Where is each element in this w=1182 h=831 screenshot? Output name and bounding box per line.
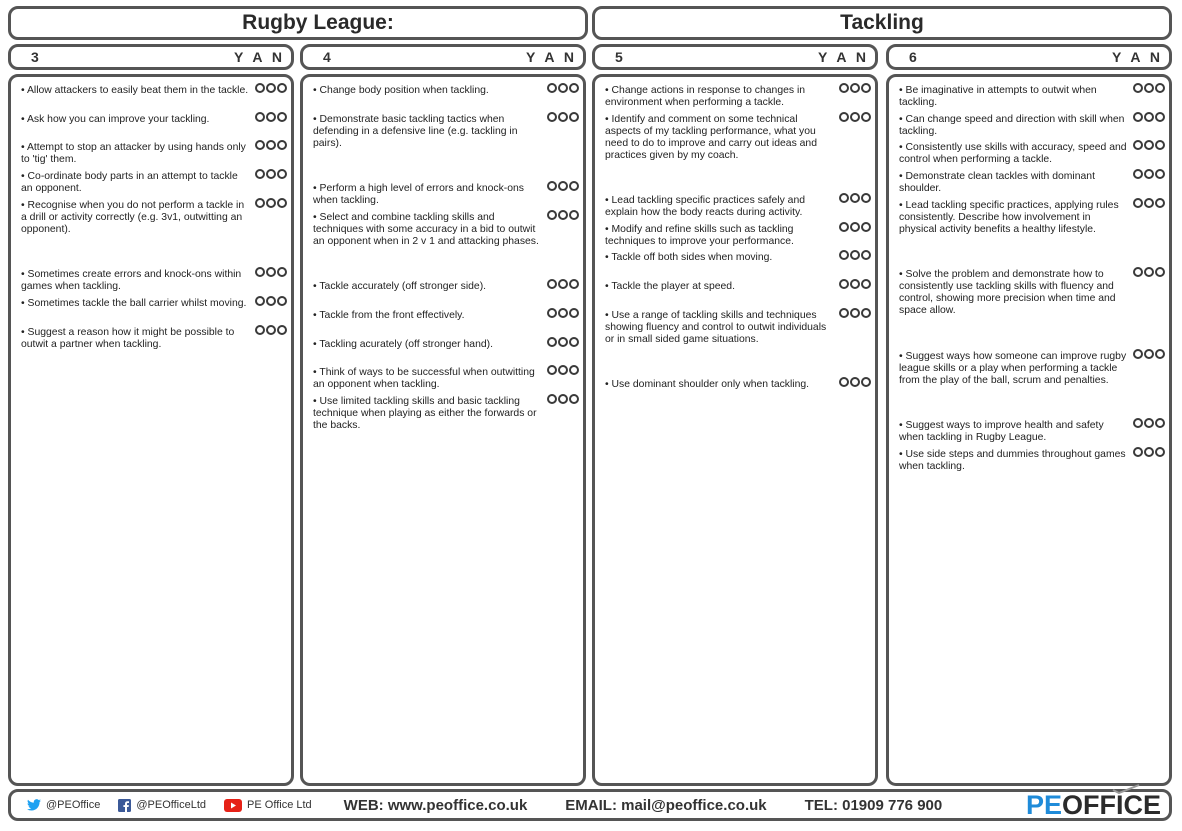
almost-checkbox[interactable] (266, 83, 276, 93)
criterion-text: • Co-ordinate body parts in an attempt to tackle an opponent. (21, 171, 255, 195)
facebook-label: @PEOfficeLtd (136, 799, 207, 811)
criterion-item (313, 281, 579, 305)
yan-checkbox-group (839, 193, 871, 203)
criterion-item (605, 114, 871, 162)
criterion-item (899, 449, 1165, 473)
almost-checkbox[interactable] (850, 250, 860, 260)
almost-checkbox[interactable] (558, 394, 568, 404)
not-yet-checkbox[interactable] (861, 308, 871, 318)
yan-checkbox-group (547, 112, 579, 122)
criterion-item (21, 171, 287, 195)
criterion-text: • Identify and comment on some technical aspects of my tackling performance, what you need to do to improve and carry out ideas and practices given by my coach. (605, 114, 839, 162)
yan-label: Y A N (817, 49, 869, 65)
criterion-item (899, 420, 1165, 444)
yan-checkbox-group (547, 394, 579, 404)
criterion-item (899, 269, 1165, 317)
criterion-item (313, 396, 579, 432)
yan-checkbox-group (547, 181, 579, 191)
not-yet-checkbox[interactable] (1155, 267, 1165, 277)
not-yet-checkbox[interactable] (1155, 83, 1165, 93)
criterion-text: • Be imaginative in attempts to outwit when tackling. (899, 85, 1133, 109)
yes-checkbox[interactable] (547, 365, 557, 375)
criterion-item (605, 85, 871, 109)
yan-checkbox-group (1133, 267, 1165, 277)
level-number: 6 (909, 49, 917, 65)
yan-label: Y A N (525, 49, 577, 65)
almost-checkbox[interactable] (1144, 198, 1154, 208)
criterion-text: • Change body position when tackling. (313, 85, 547, 97)
criterion-item (313, 310, 579, 334)
level-number: 5 (615, 49, 623, 65)
criterion-text: • Can change speed and direction with skill when tackling. (899, 114, 1133, 138)
criterion-text: • Demonstrate clean tackles with dominant shoulder. (899, 171, 1133, 195)
yes-checkbox[interactable] (255, 83, 265, 93)
not-yet-checkbox[interactable] (277, 140, 287, 150)
criterion-item (605, 379, 871, 403)
yes-checkbox[interactable] (547, 337, 557, 347)
criterion-item (605, 310, 871, 346)
criteria-column-6 (886, 74, 1172, 786)
almost-checkbox[interactable] (266, 112, 276, 122)
yan-checkbox-group (839, 250, 871, 260)
criterion-text: • Ask how you can improve your tackling. (21, 114, 255, 126)
yan-checkbox-group (839, 279, 871, 289)
yes-checkbox[interactable] (839, 250, 849, 260)
not-yet-checkbox[interactable] (1155, 349, 1165, 359)
criterion-item (899, 85, 1165, 109)
not-yet-checkbox[interactable] (569, 112, 579, 122)
almost-checkbox[interactable] (1144, 349, 1154, 359)
not-yet-checkbox[interactable] (277, 267, 287, 277)
criterion-item (313, 367, 579, 391)
website-link[interactable]: WEB: www.peoffice.co.uk (343, 796, 528, 814)
almost-checkbox[interactable] (850, 222, 860, 232)
yes-checkbox[interactable] (547, 394, 557, 404)
yes-checkbox[interactable] (255, 140, 265, 150)
criteria-column-4 (300, 74, 586, 786)
yan-checkbox-group (255, 325, 287, 335)
yan-checkbox-group (839, 112, 871, 122)
criterion-text: • Sometimes create errors and knock-ons within games when tackling. (21, 269, 255, 293)
almost-checkbox[interactable] (558, 337, 568, 347)
level-number: 3 (31, 49, 39, 65)
not-yet-checkbox[interactable] (1155, 112, 1165, 122)
yes-checkbox[interactable] (547, 83, 557, 93)
not-yet-checkbox[interactable] (861, 279, 871, 289)
yes-checkbox[interactable] (1133, 112, 1143, 122)
yan-checkbox-group (1133, 418, 1165, 428)
criteria-column-5 (592, 74, 878, 786)
almost-checkbox[interactable] (558, 210, 568, 220)
not-yet-checkbox[interactable] (277, 83, 287, 93)
logo-tick-icon (1111, 784, 1141, 794)
yes-checkbox[interactable] (839, 193, 849, 203)
not-yet-checkbox[interactable] (569, 394, 579, 404)
yan-checkbox-group (547, 279, 579, 289)
almost-checkbox[interactable] (558, 112, 568, 122)
yan-checkbox-group (255, 198, 287, 208)
yes-checkbox[interactable] (839, 279, 849, 289)
twitter-label: @PEOffice (46, 799, 101, 811)
not-yet-checkbox[interactable] (569, 210, 579, 220)
peoffice-logo (1026, 790, 1161, 821)
yes-checkbox[interactable] (839, 308, 849, 318)
criterion-item (605, 224, 871, 248)
not-yet-checkbox[interactable] (277, 296, 287, 306)
yes-checkbox[interactable] (1133, 169, 1143, 179)
yan-checkbox-group (1133, 198, 1165, 208)
yan-checkbox-group (1133, 112, 1165, 122)
not-yet-checkbox[interactable] (277, 198, 287, 208)
almost-checkbox[interactable] (266, 267, 276, 277)
not-yet-checkbox[interactable] (277, 112, 287, 122)
criterion-item (899, 142, 1165, 166)
facebook-handle[interactable] (118, 799, 206, 812)
not-yet-checkbox[interactable] (861, 222, 871, 232)
criterion-text: • Tackle from the front effectively. (313, 310, 547, 322)
criterion-text: • Suggest ways to improve health and safety when tackling in Rugby League. (899, 420, 1133, 444)
criterion-text: • Use dominant shoulder only when tackling. (605, 379, 839, 391)
yes-checkbox[interactable] (255, 112, 265, 122)
criterion-item (21, 269, 287, 293)
criterion-item (21, 200, 287, 236)
youtube-label: PE Office Ltd (247, 799, 312, 811)
yan-checkbox-group (255, 140, 287, 150)
yan-checkbox-group (547, 83, 579, 93)
not-yet-checkbox[interactable] (569, 83, 579, 93)
almost-checkbox[interactable] (1144, 112, 1154, 122)
criterion-text: • Use a range of tackling skills and techniques showing fluency and control to outwit individuals or in small sided game situations. (605, 310, 839, 346)
level-header-6 (886, 44, 1172, 70)
not-yet-checkbox[interactable] (1155, 418, 1165, 428)
almost-checkbox[interactable] (1144, 169, 1154, 179)
logo-pe: PE (1025, 789, 1062, 820)
not-yet-checkbox[interactable] (1155, 447, 1165, 457)
yan-checkbox-group (1133, 349, 1165, 359)
yes-checkbox[interactable] (547, 210, 557, 220)
almost-checkbox[interactable] (850, 112, 860, 122)
yes-checkbox[interactable] (839, 377, 849, 387)
yan-checkbox-group (547, 365, 579, 375)
almost-checkbox[interactable] (266, 296, 276, 306)
title-bar-left (8, 6, 588, 40)
criterion-text: • Tackle accurately (off stronger side). (313, 281, 547, 293)
criterion-text: • Demonstrate basic tackling tactics when defending in a defensive line (e.g. tackling in pairs). (313, 114, 547, 150)
youtube-icon (224, 799, 242, 812)
criterion-text: • Tackling acurately (off stronger hand). (313, 339, 547, 351)
not-yet-checkbox[interactable] (569, 365, 579, 375)
criterion-item (313, 339, 579, 363)
yan-checkbox-group (255, 267, 287, 277)
almost-checkbox[interactable] (850, 308, 860, 318)
criterion-text: • Tackle off both sides when moving. (605, 252, 839, 264)
footer-bar (8, 789, 1172, 821)
criteria-column-3 (8, 74, 294, 786)
facebook-icon (118, 799, 131, 812)
almost-checkbox[interactable] (558, 279, 568, 289)
yes-checkbox[interactable] (839, 83, 849, 93)
level-number: 4 (323, 49, 331, 65)
criterion-text: • Perform a high level of errors and knock-ons when tackling. (313, 183, 547, 207)
twitter-icon (27, 799, 41, 811)
yes-checkbox[interactable] (547, 308, 557, 318)
almost-checkbox[interactable] (558, 308, 568, 318)
yan-checkbox-group (839, 377, 871, 387)
criterion-text: • Recognise when you do not perform a tackle in a drill or activity correctly (e.g. 3v1, outwitting an opponent). (21, 200, 255, 236)
level-header-3 (8, 44, 294, 70)
yan-checkbox-group (839, 222, 871, 232)
yan-checkbox-group (1133, 140, 1165, 150)
yan-checkbox-group (839, 83, 871, 93)
criterion-item (899, 171, 1165, 195)
criterion-text: • Attempt to stop an attacker by using hands only to 'tig' them. (21, 142, 255, 166)
yes-checkbox[interactable] (547, 112, 557, 122)
almost-checkbox[interactable] (266, 325, 276, 335)
criterion-text: • Lead tackling specific practices, applying rules consistently. Describe how involvement in physical activity benefits a healthy lifestyle. (899, 200, 1133, 236)
criterion-item (899, 200, 1165, 236)
criterion-item (21, 114, 287, 138)
yan-checkbox-group (255, 169, 287, 179)
not-yet-checkbox[interactable] (277, 169, 287, 179)
criterion-item (605, 252, 871, 276)
criterion-text: • Sometimes tackle the ball carrier whilst moving. (21, 298, 255, 310)
twitter-handle[interactable] (27, 799, 100, 811)
youtube-channel[interactable] (224, 799, 312, 812)
not-yet-checkbox[interactable] (861, 193, 871, 203)
criterion-text: • Tackle the player at speed. (605, 281, 839, 293)
criterion-item (313, 114, 579, 150)
criterion-item (899, 351, 1165, 387)
yes-checkbox[interactable] (255, 325, 265, 335)
yan-checkbox-group (1133, 447, 1165, 457)
criterion-item (21, 298, 287, 322)
criterion-text: • Lead tackling specific practices safely and explain how the body reacts during activity. (605, 195, 839, 219)
criterion-text: • Change actions in response to changes in environment when performing a tackle. (605, 85, 839, 109)
criterion-text: • Use limited tackling skills and basic tackling technique when playing as either the forwards or the backs. (313, 396, 547, 432)
logo-office: OFFICE (1062, 789, 1161, 820)
almost-checkbox[interactable] (266, 140, 276, 150)
criterion-text: • Think of ways to be successful when outwitting an opponent when tackling. (313, 367, 547, 391)
criterion-item (21, 85, 287, 109)
criterion-text: • Suggest a reason how it might be possible to outwit a partner when tackling. (21, 327, 255, 351)
yes-checkbox[interactable] (255, 267, 265, 277)
yes-checkbox[interactable] (547, 181, 557, 191)
yan-checkbox-group (255, 83, 287, 93)
almost-checkbox[interactable] (558, 365, 568, 375)
yes-checkbox[interactable] (839, 112, 849, 122)
criterion-item (605, 281, 871, 305)
not-yet-checkbox[interactable] (569, 308, 579, 318)
almost-checkbox[interactable] (1144, 140, 1154, 150)
yes-checkbox[interactable] (547, 279, 557, 289)
criterion-text: • Modify and refine skills such as tackling techniques to improve your performance. (605, 224, 839, 248)
almost-checkbox[interactable] (558, 181, 568, 191)
page-subtitle: Tackling (840, 11, 924, 34)
yes-checkbox[interactable] (1133, 418, 1143, 428)
yes-checkbox[interactable] (839, 222, 849, 232)
yan-checkbox-group (839, 308, 871, 318)
yan-label: Y A N (233, 49, 285, 65)
level-header-4 (300, 44, 586, 70)
not-yet-checkbox[interactable] (1155, 198, 1165, 208)
yes-checkbox[interactable] (1133, 267, 1143, 277)
almost-checkbox[interactable] (850, 279, 860, 289)
not-yet-checkbox[interactable] (1155, 169, 1165, 179)
yes-checkbox[interactable] (1133, 349, 1143, 359)
criterion-text: • Allow attackers to easily beat them in the tackle. (21, 85, 255, 97)
yes-checkbox[interactable] (255, 169, 265, 179)
email-link[interactable]: EMAIL: mail@peoffice.co.uk (565, 796, 767, 814)
criterion-item (313, 85, 579, 109)
criterion-text: • Select and combine tackling skills and techniques with some accuracy in a bid to outwit an opponent when in 2 v 1 and attacking phases. (313, 212, 547, 248)
criterion-text: • Consistently use skills with accuracy, speed and control when performing a tackle. (899, 142, 1133, 166)
yes-checkbox[interactable] (255, 296, 265, 306)
almost-checkbox[interactable] (266, 169, 276, 179)
not-yet-checkbox[interactable] (569, 279, 579, 289)
level-header-5 (592, 44, 878, 70)
almost-checkbox[interactable] (1144, 267, 1154, 277)
yes-checkbox[interactable] (1133, 83, 1143, 93)
not-yet-checkbox[interactable] (1155, 140, 1165, 150)
not-yet-checkbox[interactable] (277, 325, 287, 335)
almost-checkbox[interactable] (558, 83, 568, 93)
yan-checkbox-group (1133, 83, 1165, 93)
not-yet-checkbox[interactable] (569, 337, 579, 347)
yan-checkbox-group (547, 210, 579, 220)
not-yet-checkbox[interactable] (861, 377, 871, 387)
yes-checkbox[interactable] (1133, 447, 1143, 457)
criterion-item (21, 327, 287, 351)
almost-checkbox[interactable] (850, 193, 860, 203)
criterion-item (313, 183, 579, 207)
almost-checkbox[interactable] (1144, 83, 1154, 93)
yan-checkbox-group (1133, 169, 1165, 179)
almost-checkbox[interactable] (850, 377, 860, 387)
page-title: Rugby League: (242, 11, 394, 34)
criterion-text: • Use side steps and dummies throughout games when tackling. (899, 449, 1133, 473)
not-yet-checkbox[interactable] (861, 250, 871, 260)
yes-checkbox[interactable] (255, 198, 265, 208)
criterion-text: • Suggest ways how someone can improve rugby league skills or a play when performing a tackle from the play of the ball, scrum and penalties. (899, 351, 1133, 387)
criterion-text: • Solve the problem and demonstrate how to consistently use tackling skills with fluency and control, showing more precision when time and space allow. (899, 269, 1133, 317)
telephone-number: TEL: 01909 776 900 (804, 796, 943, 814)
criterion-item (21, 142, 287, 166)
criterion-item (313, 212, 579, 248)
not-yet-checkbox[interactable] (569, 181, 579, 191)
almost-checkbox[interactable] (1144, 447, 1154, 457)
yan-checkbox-group (547, 337, 579, 347)
yan-checkbox-group (255, 112, 287, 122)
almost-checkbox[interactable] (1144, 418, 1154, 428)
not-yet-checkbox[interactable] (861, 83, 871, 93)
title-bar-right (592, 6, 1172, 40)
criterion-item (605, 195, 871, 219)
not-yet-checkbox[interactable] (861, 112, 871, 122)
yan-checkbox-group (547, 308, 579, 318)
yes-checkbox[interactable] (1133, 198, 1143, 208)
almost-checkbox[interactable] (266, 198, 276, 208)
yan-checkbox-group (255, 296, 287, 306)
almost-checkbox[interactable] (850, 83, 860, 93)
yes-checkbox[interactable] (1133, 140, 1143, 150)
yan-label: Y A N (1111, 49, 1163, 65)
criterion-item (899, 114, 1165, 138)
